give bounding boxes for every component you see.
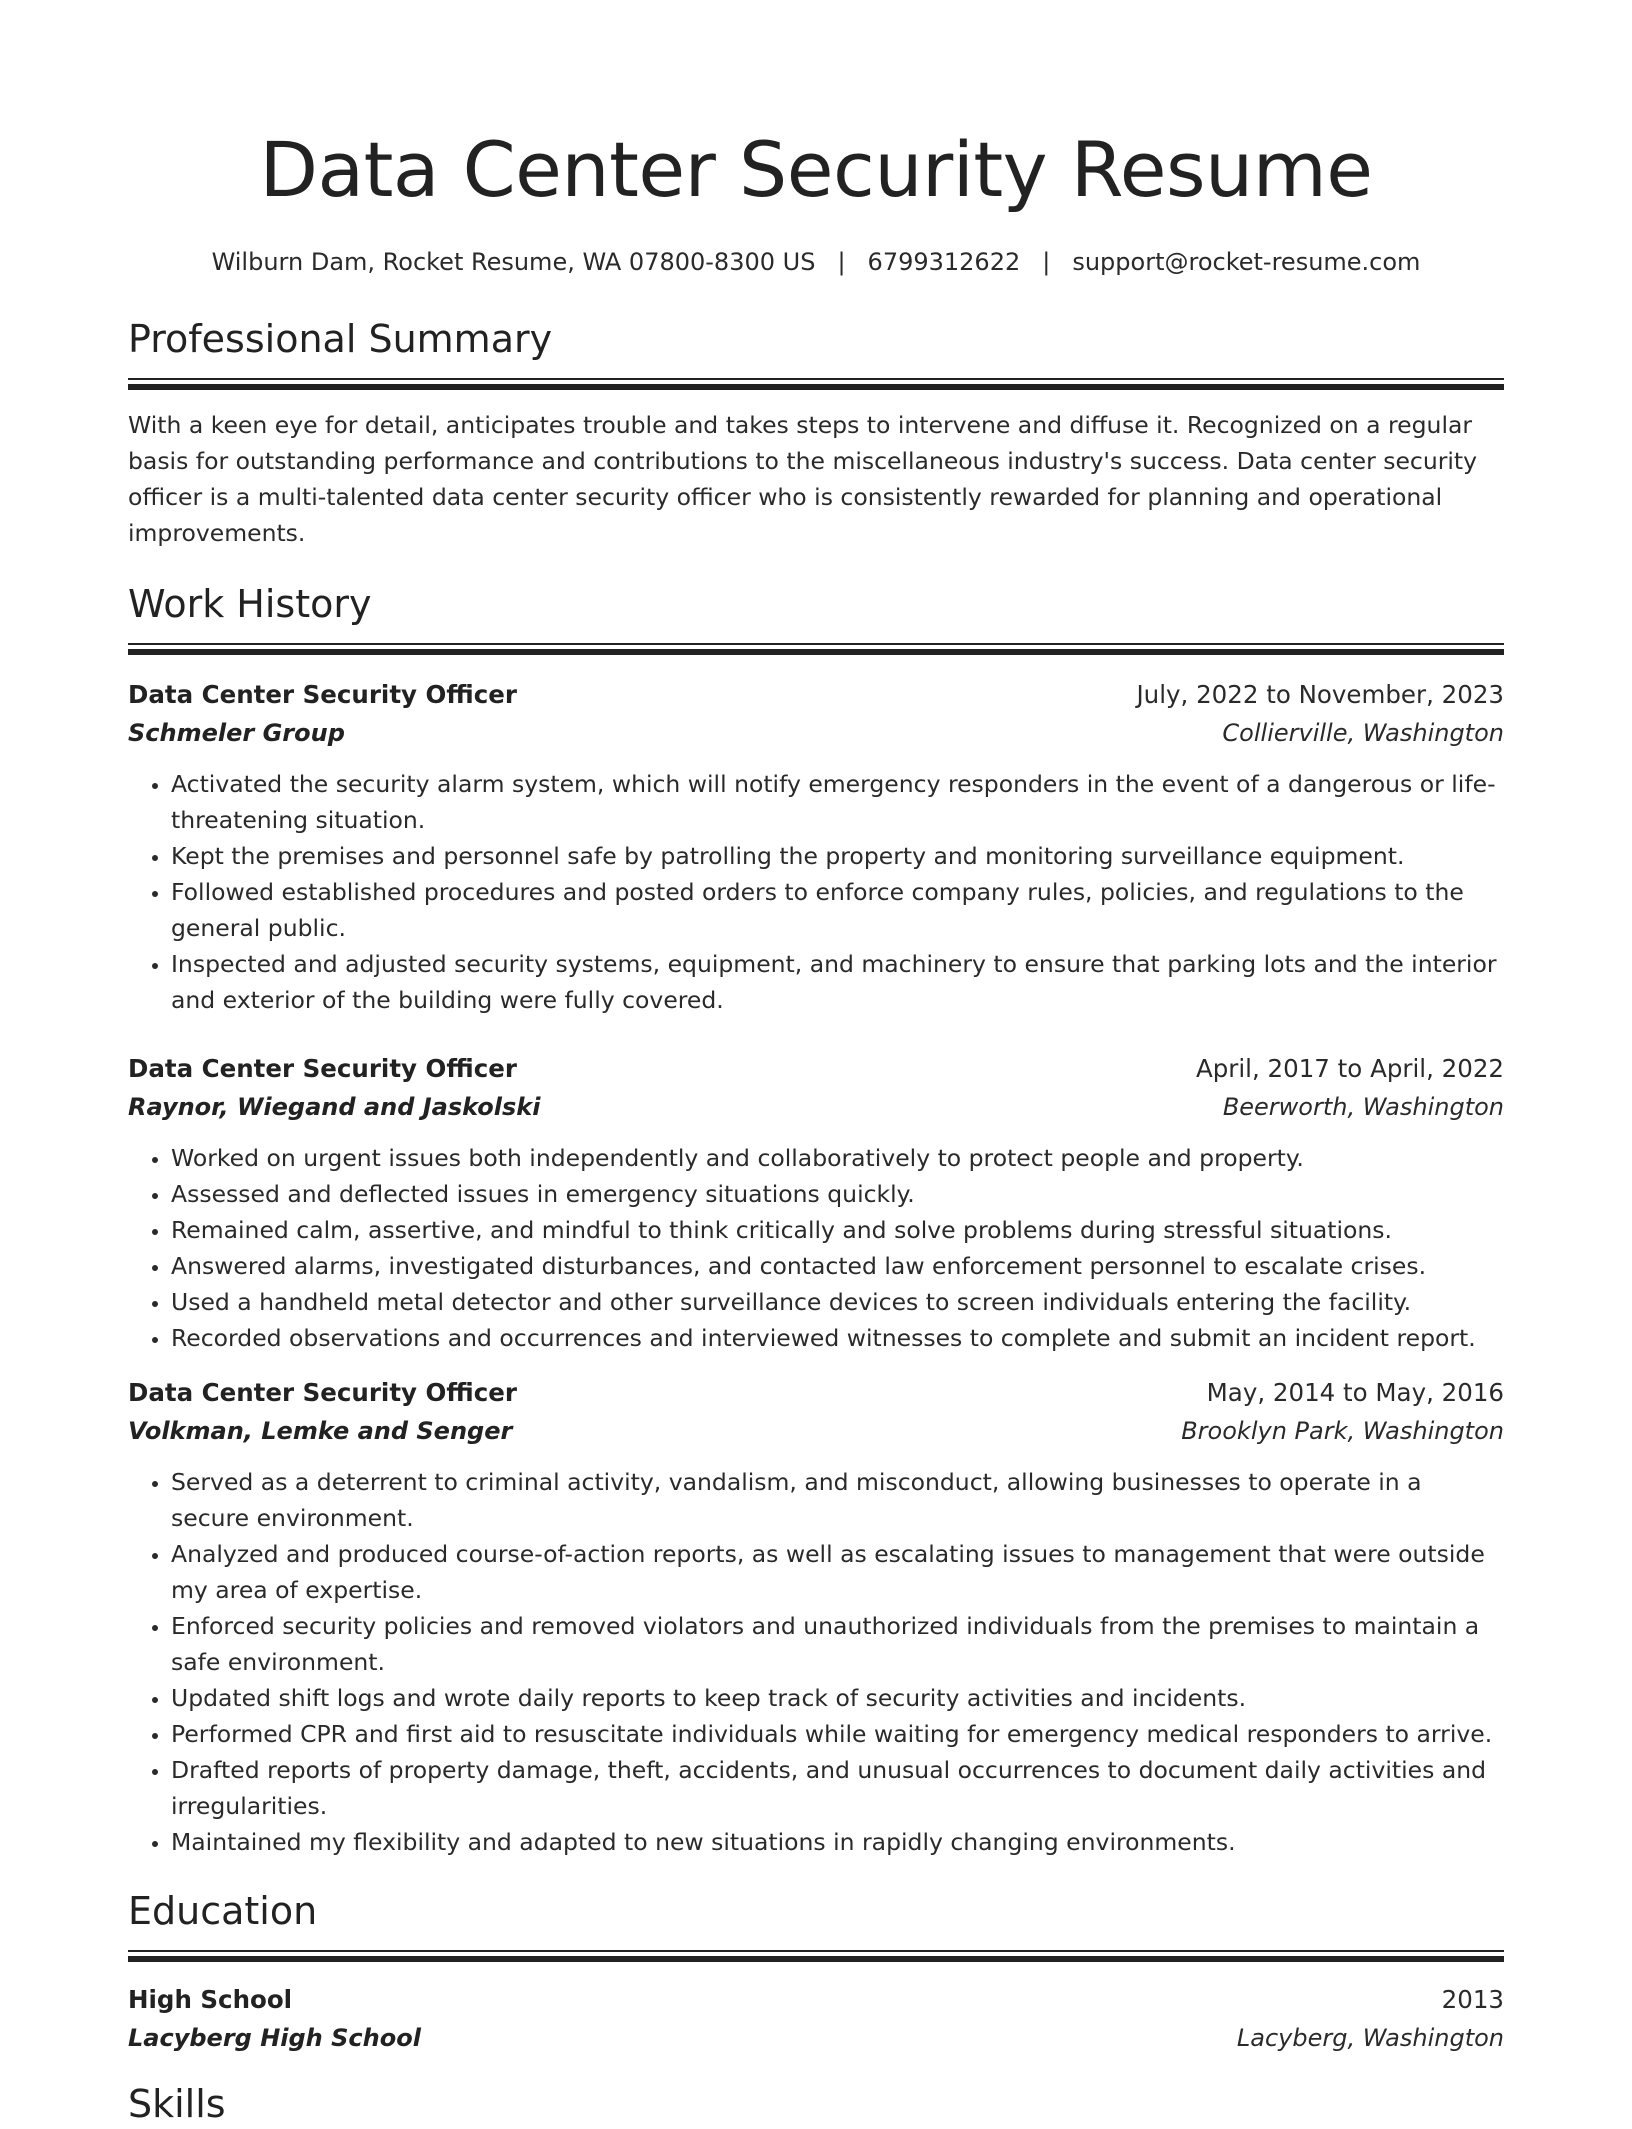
job-duty: • Served as a deterrent to criminal activity, vandalism, and misconduct, allowing businesses to operate in a secure environment.: [171, 1464, 1504, 1536]
job-duty: • Activated the security alarm system, which will notify emergency responders in the event of a dangerous or life-threatening situation.: [171, 766, 1504, 838]
job-duty: • Worked on urgent issues both independently and collaboratively to protect people and property.: [171, 1140, 1504, 1176]
job-company: Raynor, Wiegand and Jaskolski: [128, 1093, 541, 1121]
job-title: Data Center Security Officer: [128, 680, 517, 709]
contact-separator: |: [1042, 248, 1051, 276]
section-heading-summary: Professional Summary: [128, 317, 553, 361]
job-duty: • Inspected and adjusted security systems, equipment, and machinery to ensure that parking lots and the interior and exterior of the building were fully covered.: [171, 946, 1504, 1018]
job-duties-list: [128, 1140, 1504, 1356]
job-entry: [128, 1374, 1504, 1860]
work-history-section: [128, 579, 1504, 1860]
job-dates: May, 2014 to May, 2016: [1206, 1378, 1504, 1407]
job-header: [128, 1050, 1504, 1088]
job-duty: • Remained calm, assertive, and mindful to think critically and solve problems during stressful situations.: [171, 1212, 1504, 1248]
job-duty: • Drafted reports of property damage, theft, accidents, and unusual occurrences to document daily activities and irregularities.: [171, 1752, 1504, 1824]
education-school: Lacyberg High School: [128, 2024, 421, 2052]
job-duty: • Assessed and deflected issues in emergency situations quickly.: [171, 1176, 1504, 1212]
job-header: [128, 1374, 1504, 1412]
job-duties-list: [128, 766, 1504, 1018]
job-subheader: [128, 1088, 1504, 1126]
section-heading-work-history: Work History: [128, 582, 372, 626]
job-subheader: [128, 714, 1504, 752]
job-header: [128, 676, 1504, 714]
education-subheader: [128, 2019, 1504, 2057]
job-duty: • Maintained my flexibility and adapted to new situations in rapidly changing environments.: [171, 1824, 1504, 1860]
job-subheader: [128, 1412, 1504, 1450]
job-duty: • Answered alarms, investigated disturbances, and contacted law enforcement personnel to escalate crises.: [171, 1248, 1504, 1284]
section-heading-skills: Skills: [128, 2082, 226, 2126]
summary-text: With a keen eye for detail, anticipates trouble and takes steps to intervene and diffuse it. Recognized on a regular basis for outstanding performance and contributions to the miscellaneous industry's success. Data center security officer is a multi-talented data center security officer who is consistently rewarded for planning and operational improvements.: [128, 411, 1478, 547]
job-dates: July, 2022 to November, 2023: [1136, 680, 1504, 709]
job-location: Brooklyn Park, Washington: [1181, 1417, 1504, 1445]
education-section: [128, 1886, 1504, 2057]
education-degree: High School: [128, 1985, 293, 2014]
job-location: Beerworth, Washington: [1222, 1093, 1504, 1121]
section-divider: [128, 643, 1504, 656]
job-duty: • Updated shift logs and wrote daily reports to keep track of security activities and incidents.: [171, 1680, 1504, 1716]
job-entry: [128, 1050, 1504, 1356]
job-dates: April, 2017 to April, 2022: [1195, 1054, 1504, 1083]
contact-separator: |: [837, 248, 846, 276]
section-heading-education: Education: [128, 1889, 318, 1933]
contact-line: [128, 244, 1504, 280]
skills-section: [128, 2079, 1504, 2129]
education-location: Lacyberg, Washington: [1236, 2024, 1504, 2052]
resume-title: Data Center Security Resume: [259, 125, 1373, 214]
education-entry: [128, 1981, 1504, 2057]
job-entry: [128, 676, 1504, 1018]
job-duty: • Performed CPR and first aid to resuscitate individuals while waiting for emergency medical responders to arrive.: [171, 1716, 1504, 1752]
education-header: [128, 1981, 1504, 2019]
job-duty: • Analyzed and produced course-of-action reports, as well as escalating issues to management that were outside my area of expertise.: [171, 1536, 1504, 1608]
section-divider: [128, 1950, 1504, 1963]
education-year: 2013: [1441, 1985, 1504, 2014]
summary-section: [128, 314, 1504, 551]
contact-address: Wilburn Dam, Rocket Resume, WA 07800-8300 US: [211, 248, 816, 276]
job-duty: • Used a handheld metal detector and other surveillance devices to screen individuals entering the facility.: [171, 1284, 1504, 1320]
job-duties-list: [128, 1464, 1504, 1860]
job-title: Data Center Security Officer: [128, 1378, 517, 1407]
section-divider: [128, 378, 1504, 391]
contact-phone: 6799312622: [867, 248, 1021, 276]
job-duty: • Enforced security policies and removed violators and unauthorized individuals from the premises to maintain a safe environment.: [171, 1608, 1504, 1680]
job-title: Data Center Security Officer: [128, 1054, 517, 1083]
job-duty: • Kept the premises and personnel safe by patrolling the property and monitoring surveillance equipment.: [171, 838, 1504, 874]
job-duty: • Followed established procedures and posted orders to enforce company rules, policies, and regulations to the general public.: [171, 874, 1504, 946]
job-company: Volkman, Lemke and Senger: [128, 1417, 513, 1445]
job-duty: • Recorded observations and occurrences and interviewed witnesses to complete and submit an incident report.: [171, 1320, 1504, 1356]
job-location: Collierville, Washington: [1222, 719, 1504, 747]
contact-email: support@rocket-resume.com: [1072, 248, 1421, 276]
job-company: Schmeler Group: [128, 719, 345, 747]
